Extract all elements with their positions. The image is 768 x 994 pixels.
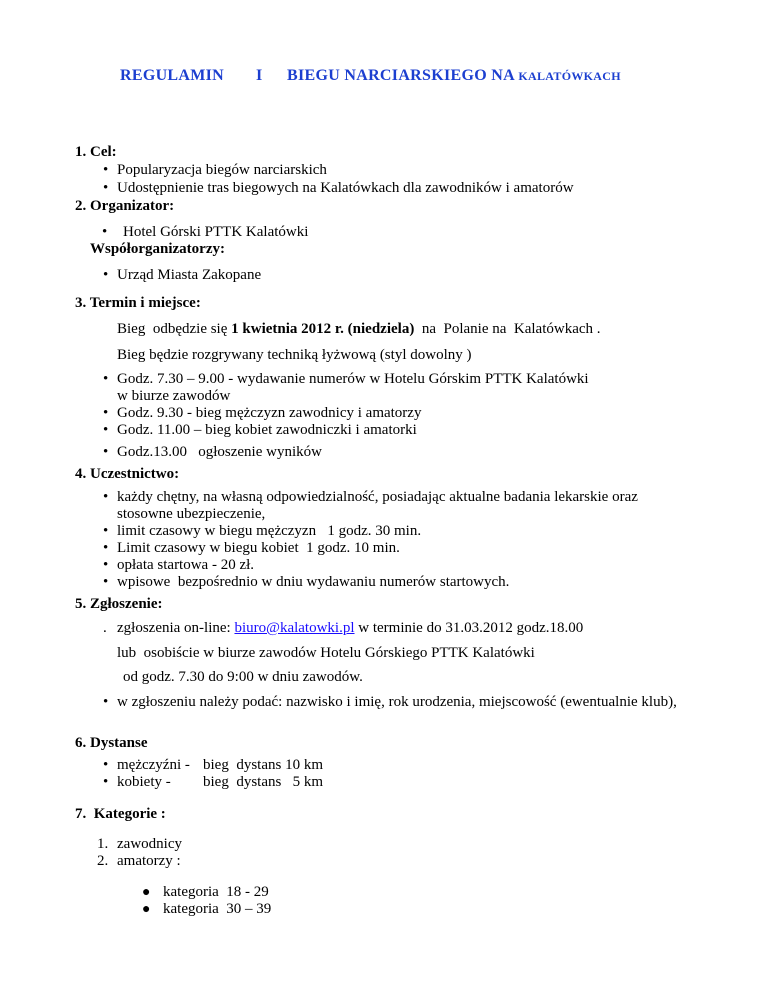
registration-hours-line: od godz. 7.30 do 9:00 w dniu zawodów.: [123, 669, 363, 685]
document-title: [120, 67, 224, 84]
list-item: amatorzy :: [117, 853, 181, 869]
co-organizers-heading: Współorganizatorzy:: [90, 241, 225, 257]
list-item: zawodnicy: [117, 836, 182, 852]
section-3-heading: 3. Termin i miejsce:: [75, 295, 201, 311]
list-marker-dot: .: [103, 620, 107, 636]
round-bullet-icon: ●: [142, 902, 151, 917]
distance-who: • mężczyźni -: [117, 757, 190, 774]
title-part-regulamin: REGULAMIN: [120, 67, 225, 84]
list-item: • wpisowe bezpośrednio w dniu wydawaniu numerów startowych.: [117, 574, 509, 591]
registration-office-line: lub osobiście w biurze zawodów Hotelu Górskiego PTTK Kalatówki: [117, 645, 535, 661]
round-bullet-icon: ●: [142, 885, 151, 900]
title-main: BIEGU NARCIARSKIEGO NA KALATÓWKACH: [287, 67, 621, 84]
list-item: • każdy chętny, na własną odpowiedzialność, posiadając aktualne badania lekarskie oraz: [117, 489, 638, 506]
title-smallcaps: KALATÓWKACH: [518, 69, 621, 83]
bullet-icon: •: [102, 224, 108, 240]
email-link[interactable]: biuro@kalatowki.pl: [234, 620, 355, 636]
list-item-continuation: w biurze zawodów: [117, 388, 231, 404]
event-date: 1 kwietnia 2012 r. (niedziela): [231, 321, 415, 337]
category-item: kategoria 18 - 29: [163, 884, 269, 900]
distance-who: • kobiety -: [117, 774, 171, 791]
distance-what: bieg dystans 5 km: [203, 774, 323, 790]
registration-online-line: zgłoszenia on-line: biuro@kalatowki.pl w terminie do 31.03.2012 godz.18.00: [117, 620, 584, 636]
list-item: • Godz. 9.30 - bieg mężczyzn zawodnicy i amatorzy: [117, 405, 421, 422]
list-item: • opłata startowa - 20 zł.: [117, 557, 254, 574]
title-roman-numeral: I: [256, 67, 263, 84]
section-1-heading: 1. Cel:: [75, 144, 117, 160]
list-number: 2.: [97, 853, 109, 869]
list-item: • Limit czasowy w biegu kobiet 1 godz. 10 min.: [117, 540, 400, 557]
list-item: • Udostępnienie tras biegowych na Kalatówkach dla zawodników i amatorów: [117, 180, 574, 197]
section-7-heading: 7. Kategorie :: [75, 806, 166, 822]
section-4-heading: 4. Uczestnictwo:: [75, 466, 180, 482]
list-item: • Godz. 11.00 – bieg kobiet zawodniczki i amatorki: [117, 422, 417, 439]
list-item-continuation: stosowne ubezpieczenie,: [117, 506, 266, 522]
list-number: 1.: [97, 836, 109, 852]
distance-what: bieg dystans 10 km: [203, 757, 323, 773]
section-6-heading: 6. Dystanse: [75, 735, 148, 751]
section-2-heading: 2. Organizator:: [75, 198, 175, 214]
list-item: • Godz. 7.30 – 9.00 - wydawanie numerów w Hotelu Górskim PTTK Kalatówki: [117, 371, 589, 388]
category-item: kategoria 30 – 39: [163, 901, 272, 917]
technique-line: Bieg będzie rozgrywany techniką łyżwową (styl dowolny ): [117, 347, 472, 363]
list-item: • Godz.13.00 ogłoszenie wyników: [117, 444, 322, 461]
organizer-name: Hotel Górski PTTK Kalatówki: [123, 224, 309, 240]
list-item: • w zgłoszeniu należy podać: nazwisko i imię, rok urodzenia, miejscowość (ewentualnie klub),: [117, 694, 677, 711]
list-item: • Urząd Miasta Zakopane: [117, 267, 261, 284]
list-item: • limit czasowy w biegu mężczyzn 1 godz. 30 min.: [117, 523, 421, 540]
list-item: • Popularyzacja biegów narciarskich: [117, 162, 327, 179]
section-5-heading: 5. Zgłoszenie:: [75, 596, 163, 612]
event-date-line: Bieg odbędzie się 1 kwietnia 2012 r. (niedziela) na Polanie na Kalatówkach .: [117, 321, 601, 337]
